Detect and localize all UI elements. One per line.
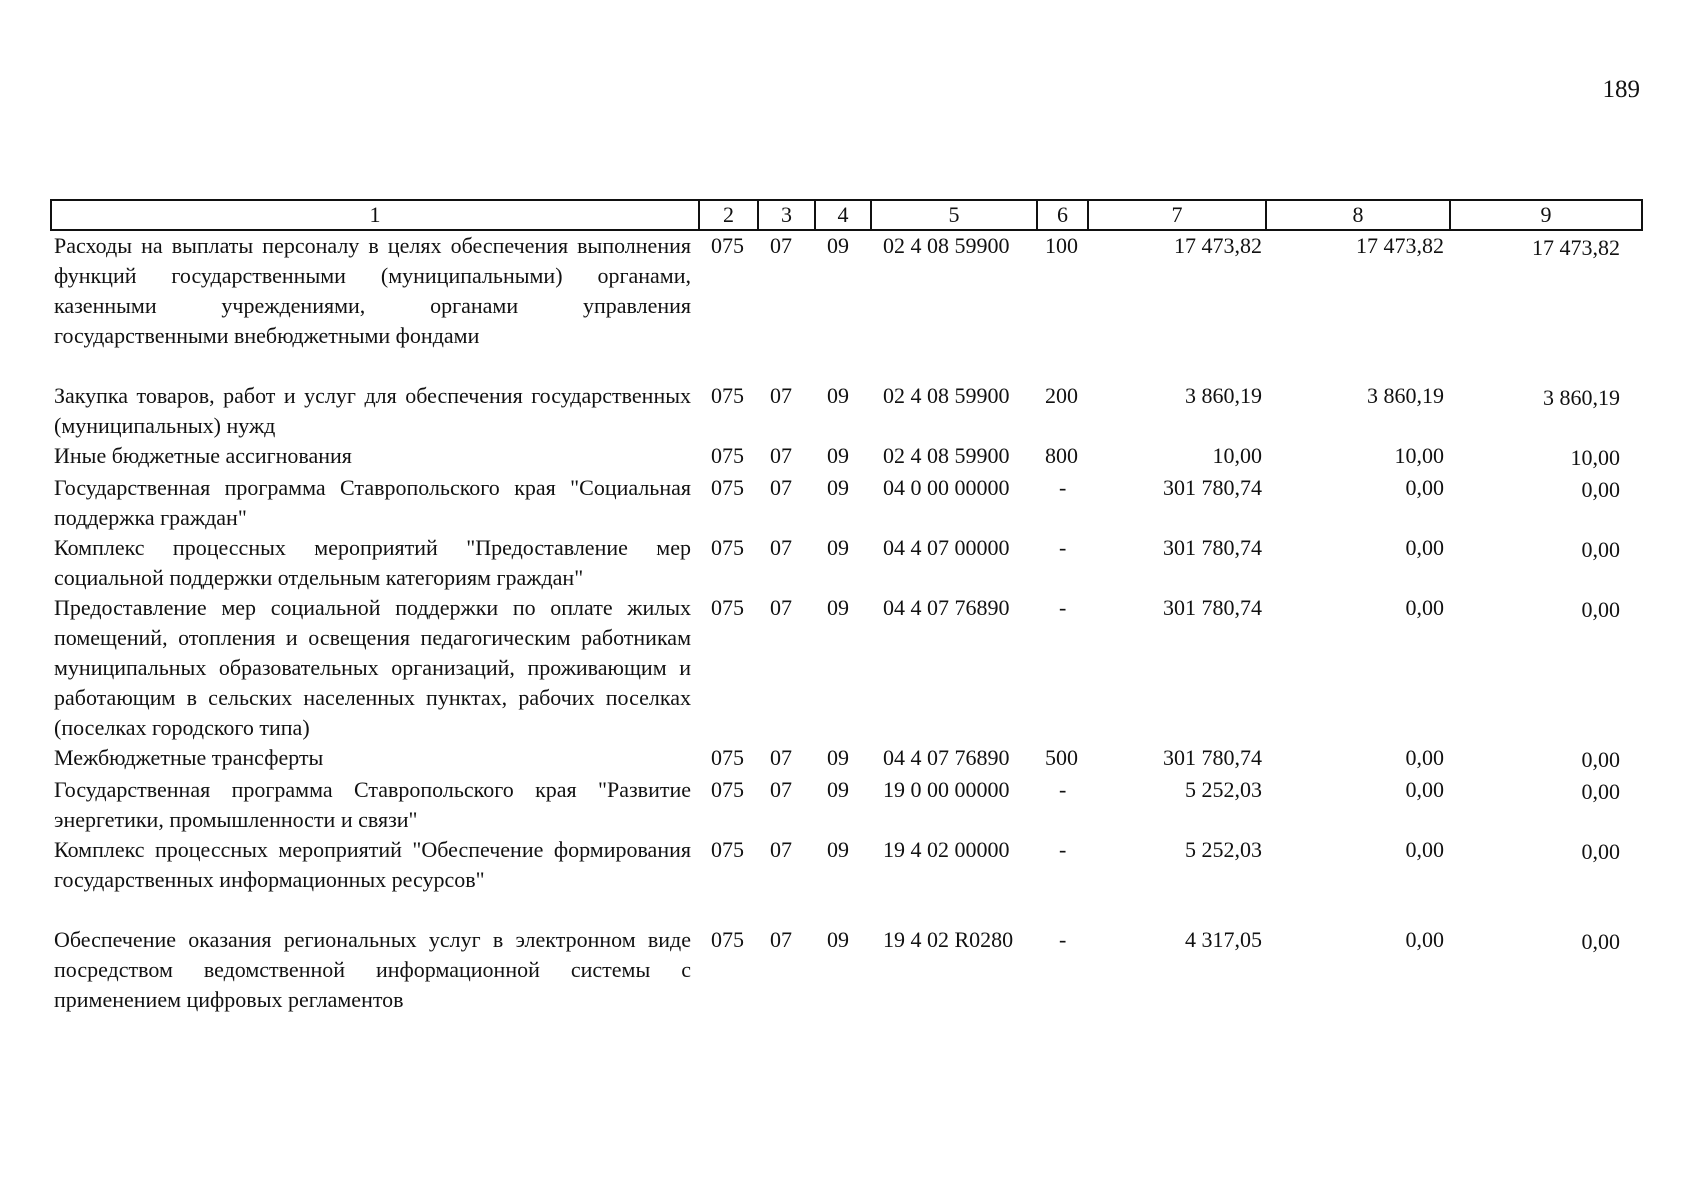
row-col-3: 07: [770, 927, 792, 952]
row-col-8: 0,00: [1405, 595, 1444, 620]
header-col-8: 8: [1266, 200, 1450, 230]
row-col-9: 0,00: [1581, 477, 1620, 502]
row-col-9: 3 860,19: [1543, 385, 1620, 410]
row-col-9: 10,00: [1570, 445, 1620, 470]
row-col-2: 075: [711, 475, 744, 500]
row-col-7: 3 860,19: [1185, 383, 1262, 408]
row-col-3: 07: [770, 837, 792, 862]
row-col-8: 0,00: [1405, 837, 1444, 862]
table-row: [51, 473, 1642, 533]
row-col-2: 075: [711, 595, 744, 620]
row-col-6: 800: [1045, 443, 1078, 468]
row-col-4: 09: [827, 927, 849, 952]
header-col-2: 2: [699, 200, 758, 230]
row-col-6: 500: [1045, 745, 1078, 770]
table-row: [51, 775, 1642, 835]
row-col-5: 04 4 07 76890: [883, 595, 1010, 620]
row-col-2: 075: [711, 443, 744, 468]
row-col-4: 09: [827, 535, 849, 560]
row-col-8: 0,00: [1405, 745, 1444, 770]
row-col-8: 0,00: [1405, 777, 1444, 802]
table-row: [51, 441, 1642, 473]
header-col-5: 5: [871, 200, 1037, 230]
row-col-4: 09: [827, 233, 849, 258]
row-col-7: 301 780,74: [1163, 475, 1262, 500]
row-col-6: -: [1059, 777, 1067, 802]
row-col-4: 09: [827, 443, 849, 468]
row-col-7: 5 252,03: [1185, 777, 1262, 802]
row-col-4: 09: [827, 777, 849, 802]
header-col-9: 9: [1450, 200, 1642, 230]
row-col-8: 10,00: [1394, 443, 1444, 468]
table-row: [51, 381, 1642, 441]
row-col-6: -: [1059, 837, 1067, 862]
row-description: Расходы на выплаты персоналу в целях обеспечения выполнения функций государственными (муниципальными) органами, казенными учреждениями, органами управления государственными внебюджетными фондами: [54, 233, 691, 348]
header-col-6: 6: [1037, 200, 1088, 230]
table-row: [51, 835, 1642, 925]
row-col-2: 075: [711, 383, 744, 408]
row-col-8: 0,00: [1405, 927, 1444, 952]
row-col-4: 09: [827, 837, 849, 862]
row-col-9: 0,00: [1581, 597, 1620, 622]
row-col-5: 04 0 00 00000: [883, 475, 1010, 500]
row-col-6: 100: [1045, 233, 1078, 258]
row-description: Иные бюджетные ассигнования: [54, 443, 352, 468]
row-col-5: 19 4 02 R0280: [883, 927, 1014, 952]
row-description: Комплекс процессных мероприятий "Предоставление мер социальной поддержки отдельным категориям граждан": [54, 535, 691, 590]
row-col-9: 0,00: [1581, 839, 1620, 864]
row-col-3: 07: [770, 777, 792, 802]
header-col-3: 3: [758, 200, 815, 230]
row-col-8: 0,00: [1405, 475, 1444, 500]
row-col-5: 04 4 07 76890: [883, 745, 1010, 770]
row-col-5: 02 4 08 59900: [883, 233, 1010, 258]
row-col-3: 07: [770, 383, 792, 408]
header-col-4: 4: [815, 200, 871, 230]
row-col-6: -: [1059, 927, 1067, 952]
table-row: [51, 925, 1642, 1015]
row-col-2: 075: [711, 777, 744, 802]
table-row: [51, 533, 1642, 593]
row-col-5: 02 4 08 59900: [883, 383, 1010, 408]
table-header: [51, 200, 1642, 230]
budget-table: [50, 199, 1643, 1015]
row-col-7: 10,00: [1212, 443, 1262, 468]
row-col-6: -: [1059, 535, 1067, 560]
row-col-6: 200: [1045, 383, 1078, 408]
row-col-7: 301 780,74: [1163, 745, 1262, 770]
row-col-2: 075: [711, 233, 744, 258]
row-col-7: 301 780,74: [1163, 595, 1262, 620]
row-col-3: 07: [770, 475, 792, 500]
row-description: Предоставление мер социальной поддержки по оплате жилых помещений, отопления и освещения педагогическим работникам муниципальных образовательных организаций, проживающим и работающим в сельских населенных пунктах, рабочих поселках (поселках городского типа): [54, 595, 691, 740]
row-col-3: 07: [770, 745, 792, 770]
header-col-7: 7: [1088, 200, 1266, 230]
row-col-3: 07: [770, 233, 792, 258]
row-col-3: 07: [770, 443, 792, 468]
table-row: [51, 230, 1642, 381]
row-col-5: 19 0 00 00000: [883, 777, 1010, 802]
row-col-4: 09: [827, 475, 849, 500]
row-col-2: 075: [711, 927, 744, 952]
row-col-7: 5 252,03: [1185, 837, 1262, 862]
row-col-5: 02 4 08 59900: [883, 443, 1010, 468]
row-col-3: 07: [770, 595, 792, 620]
row-description: Межбюджетные трансферты: [54, 745, 324, 770]
row-col-8: 0,00: [1405, 535, 1444, 560]
header-col-1: 1: [51, 200, 699, 230]
row-col-5: 04 4 07 00000: [883, 535, 1010, 560]
page-number: 189: [1602, 76, 1640, 103]
table-row: [51, 743, 1642, 775]
row-description: Обеспечение оказания региональных услуг в электронном виде посредством ведомственной информационной системы с применением цифровых регламентов: [54, 927, 691, 1012]
row-col-7: 4 317,05: [1185, 927, 1262, 952]
row-col-4: 09: [827, 383, 849, 408]
row-col-9: 0,00: [1581, 779, 1620, 804]
row-col-4: 09: [827, 595, 849, 620]
row-col-3: 07: [770, 535, 792, 560]
row-description: Закупка товаров, работ и услуг для обеспечения государственных (муниципальных) нужд: [54, 383, 691, 438]
row-col-7: 301 780,74: [1163, 535, 1262, 560]
row-col-7: 17 473,82: [1174, 233, 1262, 258]
row-col-9: 0,00: [1581, 929, 1620, 954]
row-col-6: -: [1059, 475, 1067, 500]
row-col-8: 3 860,19: [1367, 383, 1444, 408]
row-description: Комплекс процессных мероприятий "Обеспечение формирования государственных информационных ресурсов": [54, 837, 691, 892]
row-col-4: 09: [827, 745, 849, 770]
row-description: Государственная программа Ставропольского края "Социальная поддержка граждан": [54, 475, 691, 530]
row-col-9: 17 473,82: [1532, 235, 1620, 260]
header-row: [51, 200, 1642, 230]
row-description: Государственная программа Ставропольского края "Развитие энергетики, промышленности и связи": [54, 777, 691, 832]
table-row: [51, 593, 1642, 743]
row-col-9: 0,00: [1581, 537, 1620, 562]
row-col-8: 17 473,82: [1356, 233, 1444, 258]
row-col-2: 075: [711, 837, 744, 862]
row-col-2: 075: [711, 535, 744, 560]
table-body: [51, 230, 1642, 1015]
row-col-9: 0,00: [1581, 747, 1620, 772]
row-col-6: -: [1059, 595, 1067, 620]
row-col-5: 19 4 02 00000: [883, 837, 1010, 862]
row-col-2: 075: [711, 745, 744, 770]
